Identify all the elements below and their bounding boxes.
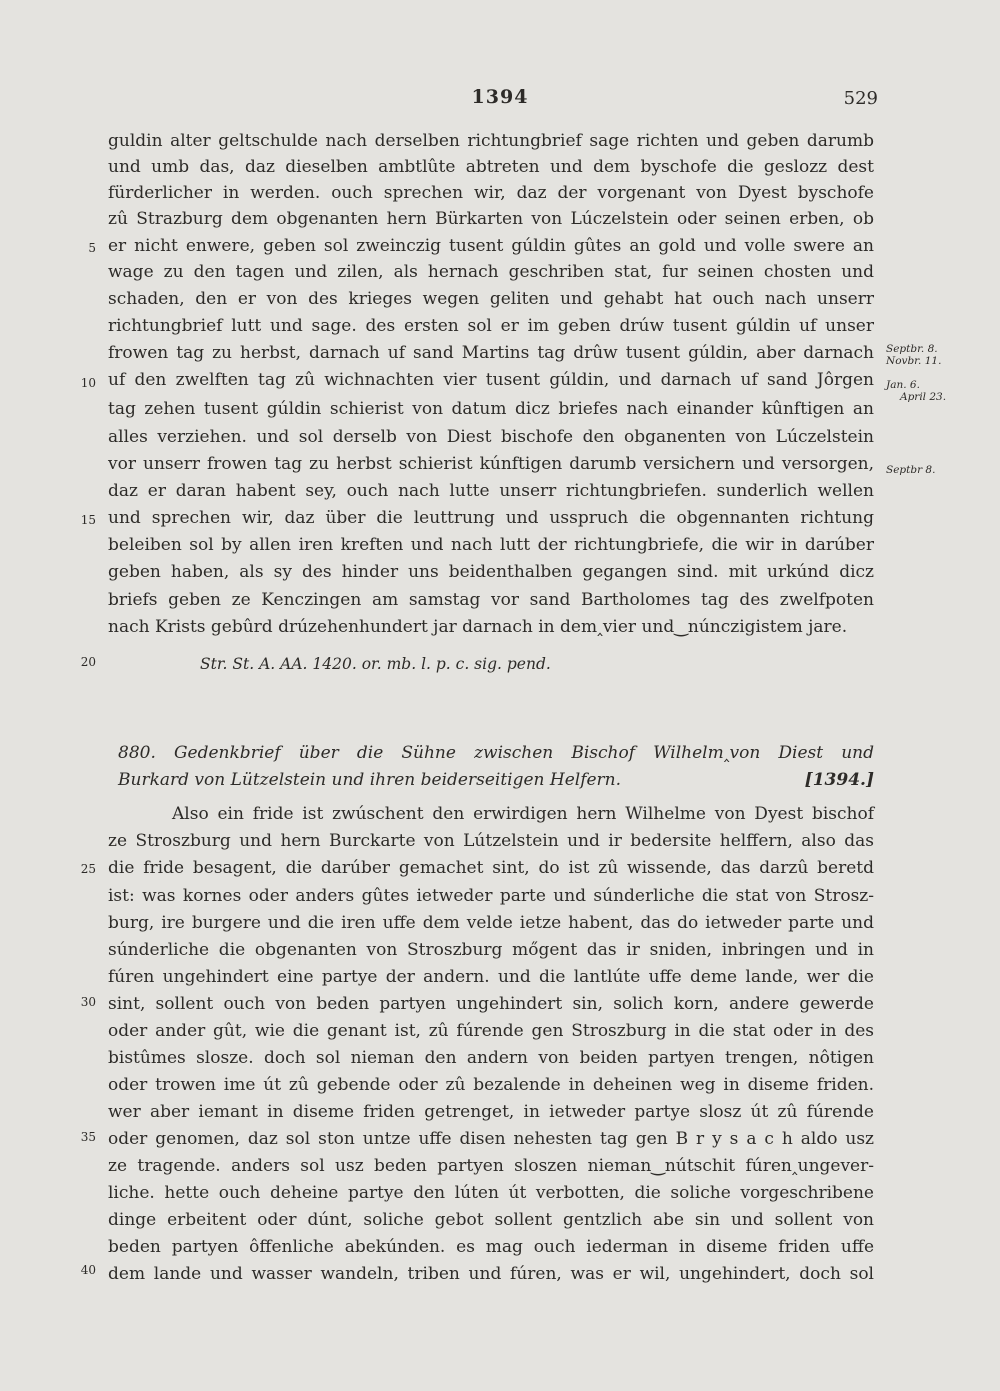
heading-line-2: Burkard von Lützelstein und ihren beiderseitigen Helfern.: [118, 770, 622, 790]
text-line: beleiben sol by allen iren kreften und nach lutt der richtungbriefe, die wir in darúber: [108, 535, 874, 555]
line-number: 35: [80, 1130, 96, 1144]
margin-date: Septbr. 8.: [886, 343, 938, 355]
text-line: ist: was kornes oder anders gûtes ietweder parte und súnderliche die stat von Strosz-: [108, 886, 874, 906]
text-line: ze Stroszburg und hern Burckarte von Lútzelstein und ir bedersite helffern, also das: [108, 831, 874, 851]
margin-date: Novbr. 11.: [886, 355, 942, 367]
text-line: die fride besagent, die darúber gemachet sint, do ist zû wissende, das darzû beretd: [108, 858, 874, 878]
margin-date: Jan. 6.: [886, 379, 920, 391]
text-line: und sprechen wir, daz über die leuttrung und usspruch die obgennanten richtung: [108, 508, 874, 528]
text-line: richtungbrief lutt und sage. des ersten sol er im geben drúw tusent gúldin uf unser: [108, 316, 874, 336]
text-line: wer aber iemant in diseme friden getrenget, in ietweder partye slosz út zû fúrende: [108, 1102, 874, 1122]
text-line: liche. hette ouch deheine partye den lúten út verbotten, die soliche vorgeschribene: [108, 1183, 874, 1203]
text-line: schaden, den er von des krieges wegen geliten und gehabt hat ouch nach unserr: [108, 289, 874, 309]
line-number: 25: [80, 862, 96, 876]
heading-line-1: 880. Gedenkbrief über die Sühne zwischen Bischof Wilhelm‸von Diest und: [118, 743, 874, 763]
text-line: fürderlicher in werden. ouch sprechen wir, daz der vorgenant von Dyest byschofe: [108, 183, 874, 203]
text-line: wage zu den tagen und zilen, als hernach geschriben stat, fur seinen chosten und: [108, 262, 874, 282]
text-line: vor unserr frowen tag zu herbst schierist kúnftigen darumb versichern und versorgen,: [108, 454, 874, 474]
text-line: burg, ire burgere und die iren uffe dem velde ietze habent, das do ietweder parte und: [108, 913, 874, 933]
line-number: 15: [80, 513, 96, 527]
line-number: 30: [80, 995, 96, 1009]
text-line: beden partyen ôffenliche abekúnden. es mag ouch iederman in diseme friden uffe: [108, 1237, 874, 1257]
text-line: er nicht enwere, geben sol zweinczig tusent gúldin gûtes an gold und volle swere an: [108, 236, 874, 256]
text-line: und umb das, daz dieselben ambtlûte abtreten und dem byschofe die geslozz dest: [108, 157, 874, 177]
text-line: briefs geben ze Kenczingen am samstag vor sand Bartholomes tag des zwelfpoten: [108, 590, 874, 610]
text-line: Also ein fride ist zwúschent den erwirdigen hern Wilhelme von Dyest bischof: [172, 804, 874, 824]
text-line: oder genomen, daz sol ston untze uffe disen nehesten tag gen B r y s a c h aldo usz: [108, 1129, 874, 1149]
text-line: oder ander gût, wie die genant ist, zû fúrende gen Stroszburg in die stat oder in des: [108, 1021, 874, 1041]
text-line: daz er daran habent sey, ouch nach lutte unserr richtungbriefen. sunderlich wellen: [108, 481, 874, 501]
text-line: nach Krists gebûrd drúzehenhundert jar darnach in dem‸vier und‿núnczigistem jare.: [108, 617, 848, 637]
text-line: uf den zwelften tag zû wichnachten vier tusent gúldin, und darnach uf sand Jôrgen: [108, 370, 874, 390]
text-line: alles verziehen. und sol derselb von Diest bischofe den obganenten von Lúczelstein: [108, 427, 874, 447]
text-line: dinge erbeitent oder dúnt, soliche gebot sollent gentzlich abe sin und sollent von: [108, 1210, 874, 1230]
text-line: fúren ungehindert eine partye der andern. und die lantlúte uffe deme lande, wer die: [108, 967, 874, 987]
text-line: zû Strazburg dem obgenanten hern Bürkarten von Lúczelstein oder seinen erben, ob: [108, 209, 874, 229]
text-line: frowen tag zu herbst, darnach uf sand Martins tag drûw tusent gúldin, aber darnach: [108, 343, 874, 363]
text-line: tag zehen tusent gúldin schierist von datum dicz briefes nach einander kûnftigen an: [108, 399, 874, 419]
page-header-year: 1394: [471, 86, 529, 108]
margin-date: April 23.: [900, 391, 947, 403]
heading-date: [1394.]: [804, 770, 874, 790]
line-number: 5: [88, 241, 96, 255]
text-line: geben haben, als sy des hinder uns beidenthalben gegangen sind. mit urkúnd dicz: [108, 562, 874, 582]
line-number: 10: [80, 376, 96, 390]
text-line: guldin alter geltschulde nach derselben richtungbrief sage richten und geben darumb: [108, 131, 874, 151]
source-citation: Str. St. A. AA. 1420. or. mb. l. p. c. sig. pend.: [200, 655, 551, 673]
text-line: sint, sollent ouch von beden partyen ungehindert sin, solich korn, andere gewerde: [108, 994, 874, 1014]
text-line: ze tragende. anders sol usz beden partyen sloszen nieman‿nútschit fúren‸ungever-: [108, 1156, 874, 1176]
line-number: 40: [80, 1263, 96, 1277]
line-number: 20: [80, 655, 96, 669]
margin-date: Septbr 8.: [886, 464, 936, 476]
text-line: bistûmes slosze. doch sol nieman den andern von beiden partyen trengen, nôtigen: [108, 1048, 874, 1068]
page-number: 529: [843, 88, 878, 109]
text-line: dem lande und wasser wandeln, triben und fúren, was er wil, ungehindert, doch sol: [108, 1264, 874, 1284]
text-line: oder trowen ime út zû gebende oder zû bezalende in deheinen weg in diseme friden.: [108, 1075, 874, 1095]
text-line: súnderliche die obgenanten von Stroszburg mőgent das ir sniden, inbringen und in: [108, 940, 874, 960]
